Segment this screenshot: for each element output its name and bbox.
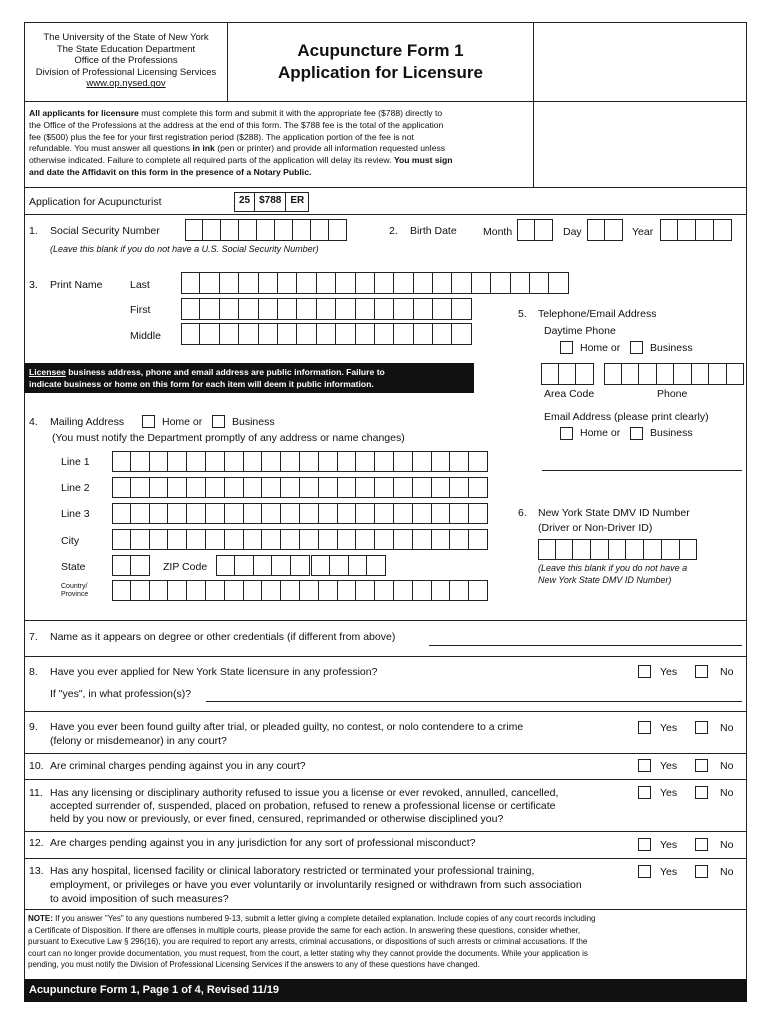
dmv-id-label: New York State DMV ID Number xyxy=(538,507,690,519)
area-code-boxes[interactable] xyxy=(541,363,594,385)
application-code-boxes xyxy=(234,192,309,212)
q7-input-line[interactable] xyxy=(429,645,742,646)
phone-home-label: Home or xyxy=(580,342,621,354)
intro-must-sign: You must sign xyxy=(393,155,453,166)
q2-number: 2. xyxy=(389,225,398,237)
email-home-checkbox[interactable] xyxy=(560,427,573,440)
phone-business-checkbox[interactable] xyxy=(630,341,643,354)
q9-no-checkbox[interactable] xyxy=(695,721,708,734)
divider xyxy=(533,22,534,102)
note-line: pending, you must notify the Division of Professional Licensing Services if the answers to any of these questions have changed. xyxy=(28,960,480,970)
q13-line: Has any hospital, licensed facility or clinical laboratory restricted or terminated your professional training, xyxy=(50,865,535,877)
q9-line: Have you ever been found guilty after trial, or pleaded guilty, no contest, or nolo contendere to a crime xyxy=(50,721,524,733)
divider xyxy=(24,187,747,188)
q9-number: 9. xyxy=(29,721,38,733)
intro-lead: All applicants for licensure xyxy=(29,108,139,118)
q10-line: Are criminal charges pending against you in any court? xyxy=(50,760,306,772)
phone-label: Phone xyxy=(657,388,688,400)
phone-boxes[interactable] xyxy=(604,363,744,385)
telephone-email-label: Telephone/Email Address xyxy=(538,308,657,320)
page-footer xyxy=(24,979,747,1002)
q1-number: 1. xyxy=(29,225,38,237)
q13-number: 13. xyxy=(29,865,44,877)
address-line1-boxes[interactable] xyxy=(112,451,488,472)
email-label: Email Address (please print clearly) xyxy=(544,411,709,423)
print-name-label: Print Name xyxy=(50,279,103,291)
intro-line: otherwise indicated. Failure to complete all required parts of the application will delay its review. xyxy=(29,155,392,166)
email-business-checkbox[interactable] xyxy=(630,427,643,440)
mailing-address-label: Mailing Address xyxy=(50,416,125,428)
q12-yes-label: Yes xyxy=(660,839,678,851)
q12-no-checkbox[interactable] xyxy=(695,838,708,851)
ssn-label: Social Security Number xyxy=(50,225,160,237)
dmv-note: (Leave this blank if you do not have a xyxy=(538,563,688,573)
q10-yes-label: Yes xyxy=(660,760,678,772)
title-line: Application for Licensure xyxy=(278,63,483,82)
intro-line: the Office of the Professions at the address at the end of this form. The $788 fee is the total of the application xyxy=(29,119,444,130)
state-label: State xyxy=(61,561,86,573)
agency-line: The State Education Department xyxy=(56,43,196,55)
q8-profession-line[interactable] xyxy=(206,701,742,702)
website-link[interactable]: www.op.nysed.gov xyxy=(86,78,166,90)
q3-number: 3. xyxy=(29,279,38,291)
line3-label: Line 3 xyxy=(61,508,90,520)
city-label: City xyxy=(61,535,80,547)
q13-yes-checkbox[interactable] xyxy=(638,865,651,878)
intro-line: and date the Affidavit on this form in the presence of a Notary Public. xyxy=(29,166,312,177)
mailing-home-label: Home or xyxy=(162,416,203,428)
agency-line: Division of Professional Licensing Services xyxy=(35,66,217,78)
q13-no-checkbox[interactable] xyxy=(695,865,708,878)
ssn-note: (Leave this blank if you do not have a U.S. Social Security Number) xyxy=(50,244,319,254)
q11-yes-label: Yes xyxy=(660,787,678,799)
note-lead: NOTE: xyxy=(28,914,53,923)
notice-line: indicate business or home on this form for each item will deem it public information. xyxy=(29,379,374,389)
application-fee: $788 xyxy=(255,192,286,212)
intro-line: refundable. You must answer all questions xyxy=(29,143,190,154)
divider xyxy=(24,779,747,780)
line1-label: Line 1 xyxy=(61,456,90,468)
q5-number: 5. xyxy=(518,308,527,320)
q9-yes-label: Yes xyxy=(660,722,678,734)
ssn-boxes[interactable] xyxy=(185,219,347,241)
year-label: Year xyxy=(632,226,654,238)
city-boxes[interactable] xyxy=(112,529,488,550)
intro-in-ink: in ink xyxy=(192,143,215,154)
dmv-note: New York State DMV ID Number) xyxy=(538,575,672,585)
q8-no-label: No xyxy=(720,666,734,678)
q11-line: Has any licensing or disciplinary authority refused to issue you a license or ever revoked, annulled, cancelled, xyxy=(50,787,559,799)
q12-number: 12. xyxy=(29,837,44,849)
note-line: a Certificate of Disposition. If there are offenses in multiple courts, please provide the same for each action. In answering these questions, consider whether, xyxy=(28,925,581,935)
note-paragraph xyxy=(28,913,744,971)
zip-label: ZIP Code xyxy=(163,561,208,573)
intro-line: (pen or printer) and provide all information requested unless xyxy=(217,143,446,154)
q11-line: held by you now or previously, or ever fined, censured, reprimanded or otherwise disciplined you? xyxy=(50,813,504,825)
birth-date-label: Birth Date xyxy=(410,225,457,237)
footer-text: Acupuncture Form 1, Page 1 of 4, Revised 11/19 xyxy=(29,984,280,996)
q10-no-checkbox[interactable] xyxy=(695,759,708,772)
country-label-line: Province xyxy=(61,591,89,598)
intro-line: fee ($500) plus the fee for your first registration period ($288). The application portion of the fee is not xyxy=(29,131,414,142)
note-line: pursuant to Executive Law § 296(16), you are required to report any arrests, criminal accusations, or dispositions of such arrests or criminal accusations. If the xyxy=(28,937,588,947)
application-er: ER xyxy=(286,192,309,212)
zip-boxes[interactable] xyxy=(216,555,310,576)
q4-number: 4. xyxy=(29,416,38,428)
q8-no-checkbox[interactable] xyxy=(695,665,708,678)
country-label-line: Country/ xyxy=(61,583,88,590)
zip-ext-boxes[interactable] xyxy=(311,555,386,576)
divider xyxy=(24,656,747,657)
note-line: court can no longer provide documentation, you must request, from the court, a letter stating why they cannot provide the documents. While your application is xyxy=(28,948,588,958)
country-label xyxy=(61,583,88,599)
q12-line: Are charges pending against you in any jurisdiction for any sort of professional misconduct? xyxy=(50,837,476,849)
notice-licensee: Licensee xyxy=(29,367,66,377)
address-line3-boxes[interactable] xyxy=(112,503,488,524)
q9-line: (felony or misdemeanor) in any court? xyxy=(50,735,227,747)
q6-number: 6. xyxy=(518,507,527,519)
notice-line: business address, phone and email address are public information. Failure to xyxy=(68,367,385,377)
agency-line: The University of the State of New York xyxy=(43,32,209,43)
mailing-business-label: Business xyxy=(232,416,275,428)
divider xyxy=(24,214,747,215)
q12-no-label: No xyxy=(720,839,734,851)
q11-line: accepted surrender of, suspended, placed on probation, refused to renew a professional license or certificate xyxy=(50,800,556,812)
email-business-label: Business xyxy=(650,427,693,439)
daytime-phone-label: Daytime Phone xyxy=(544,325,616,337)
day-label: Day xyxy=(563,226,582,238)
year-boxes[interactable] xyxy=(660,219,732,241)
mailing-home-checkbox[interactable] xyxy=(142,415,155,428)
q10-yes-checkbox[interactable] xyxy=(638,759,651,772)
address-line2-boxes[interactable] xyxy=(112,477,488,498)
note-line: If you answer "Yes" to any questions numbered 9-13, submit a letter giving a complete detailed explanation. Include copies of any court records including xyxy=(55,914,596,923)
application-code: 25 xyxy=(234,192,255,212)
agency-block xyxy=(25,32,227,90)
q8-yes-checkbox[interactable] xyxy=(638,665,651,678)
q10-number: 10. xyxy=(29,760,44,772)
day-boxes[interactable] xyxy=(587,219,623,241)
divider xyxy=(24,909,747,910)
q8-number: 8. xyxy=(29,666,38,678)
email-home-label: Home or xyxy=(580,427,621,439)
q13-no-label: No xyxy=(720,866,734,878)
q11-yes-checkbox[interactable] xyxy=(638,786,651,799)
q13-yes-label: Yes xyxy=(660,866,678,878)
intro-paragraph xyxy=(29,108,531,179)
line2-label: Line 2 xyxy=(61,482,90,494)
phone-business-label: Business xyxy=(650,342,693,354)
month-boxes[interactable] xyxy=(517,219,553,241)
divider xyxy=(24,858,747,859)
intro-line: must complete this form and submit it with the appropriate fee ($788) directly to xyxy=(141,108,443,118)
q9-yes-checkbox[interactable] xyxy=(638,721,651,734)
q10-no-label: No xyxy=(720,760,734,772)
mailing-business-checkbox[interactable] xyxy=(212,415,225,428)
divider xyxy=(24,620,747,621)
q8-followup: If "yes", in what profession(s)? xyxy=(50,688,192,700)
last-name-label: Last xyxy=(130,279,150,291)
divider xyxy=(24,753,747,754)
dmv-id-boxes[interactable] xyxy=(538,539,697,560)
q8-yes-label: Yes xyxy=(660,666,678,678)
divider xyxy=(533,101,534,187)
divider xyxy=(24,831,747,832)
public-info-notice xyxy=(24,363,474,393)
email-input-line[interactable] xyxy=(542,470,742,471)
month-label: Month xyxy=(483,226,513,238)
q7-number: 7. xyxy=(29,631,38,643)
q11-no-checkbox[interactable] xyxy=(695,786,708,799)
last-name-boxes[interactable] xyxy=(181,272,569,294)
first-name-boxes[interactable] xyxy=(181,298,472,320)
middle-name-label: Middle xyxy=(130,330,161,342)
q11-number: 11. xyxy=(29,787,43,799)
middle-name-boxes[interactable] xyxy=(181,323,472,345)
form-title xyxy=(228,40,533,84)
q9-no-label: No xyxy=(720,722,734,734)
area-code-label: Area Code xyxy=(544,388,595,400)
phone-home-checkbox[interactable] xyxy=(560,341,573,354)
q13-line: employment, or privileges or have you ever voluntarily or involuntarily resigned or withdrawn from such association xyxy=(50,879,582,891)
divider xyxy=(24,711,747,712)
dmv-id-sublabel: (Driver or Non-Driver ID) xyxy=(538,522,653,534)
application-for-label: Application for Acupuncturist xyxy=(29,196,162,208)
first-name-label: First xyxy=(130,304,151,316)
q7-label: Name as it appears on degree or other credentials (if different from above) xyxy=(50,631,396,643)
state-boxes[interactable] xyxy=(112,555,150,576)
q8-label: Have you ever applied for New York State licensure in any profession? xyxy=(50,666,378,678)
q11-no-label: No xyxy=(720,787,734,799)
q12-yes-checkbox[interactable] xyxy=(638,838,651,851)
q13-line: to avoid imposition of such measures? xyxy=(50,893,229,905)
country-boxes[interactable] xyxy=(112,580,488,601)
agency-line: Office of the Professions xyxy=(74,55,178,67)
title-line: Acupuncture Form 1 xyxy=(297,41,464,60)
mailing-note: (You must notify the Department promptly of any address or name changes) xyxy=(52,432,405,444)
divider xyxy=(24,101,534,102)
